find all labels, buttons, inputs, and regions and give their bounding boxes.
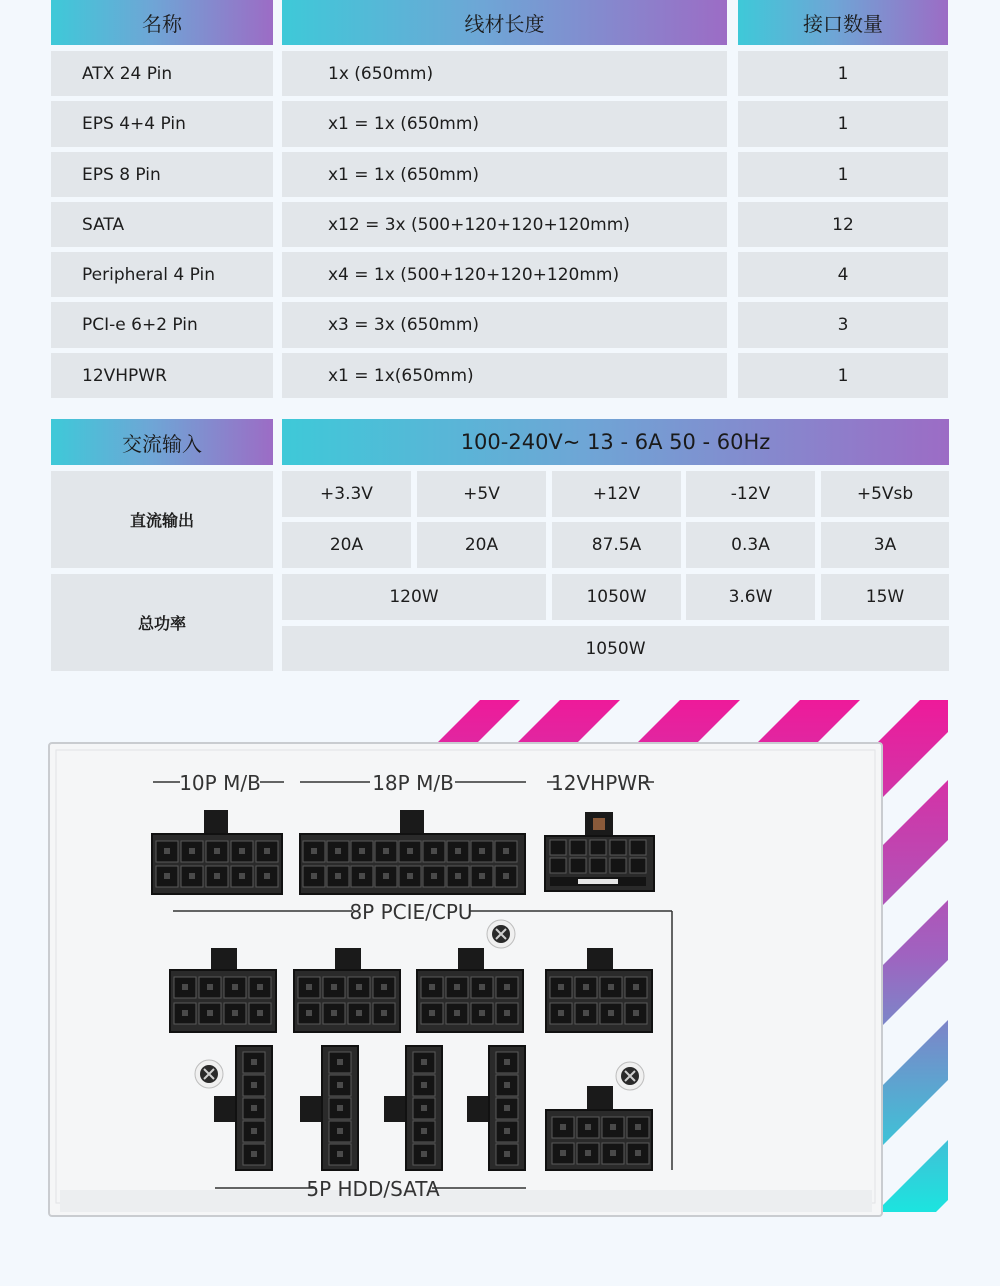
- table-row-name: EPS 4+4 Pin: [51, 101, 273, 147]
- table-row-length: x1 = 1x(650mm): [282, 353, 727, 398]
- rail-current: 20A: [282, 522, 411, 568]
- table-row-length: x4 = 1x (500+120+120+120mm): [282, 252, 727, 297]
- table-row-count: 1: [738, 51, 948, 96]
- table-row-count: 1: [738, 152, 948, 197]
- table-row-count: 3: [738, 302, 948, 348]
- rail-voltage: +5Vsb: [821, 471, 949, 517]
- table-row-length: x1 = 1x (650mm): [282, 152, 727, 197]
- ac-input-value-text: 100-240V~ 13 - 6A 50 - 60Hz: [460, 430, 771, 454]
- table-row-count: 12: [738, 202, 948, 247]
- table-row-name: 12VHPWR: [51, 353, 273, 398]
- label-12vhpwr: 12VHPWR: [551, 771, 651, 795]
- total-power-label: 总功率: [51, 574, 273, 671]
- table-row-length: x12 = 3x (500+120+120+120mm): [282, 202, 727, 247]
- table-row-name: Peripheral 4 Pin: [51, 252, 273, 297]
- table-row-length: x3 = 3x (650mm): [282, 302, 727, 348]
- rail-current: 20A: [417, 522, 546, 568]
- label-5p-hdd-sata: 5P HDD/SATA: [306, 1177, 440, 1201]
- table-row-length: x1 = 1x (650mm): [282, 101, 727, 147]
- rail-current: 0.3A: [686, 522, 815, 568]
- dc-output-label: 直流输出: [51, 471, 273, 568]
- rail-voltage: +5V: [417, 471, 546, 517]
- psu-panel-illustration: [0, 680, 1000, 1286]
- screw-icon: [487, 920, 515, 948]
- header-count-label: 接口数量: [803, 12, 883, 36]
- label-10p-mb: 10P M/B: [179, 771, 261, 795]
- ac-input-label: [51, 419, 273, 465]
- ac-input-value: [282, 419, 949, 465]
- rail-voltage: -12V: [686, 471, 815, 517]
- table-row-count: 1: [738, 101, 948, 147]
- header-length: [282, 0, 727, 45]
- table-row-name: ATX 24 Pin: [51, 51, 273, 96]
- header-count: [738, 0, 948, 45]
- table-row-length: 1x (650mm): [282, 51, 727, 96]
- table-row-count: 1: [738, 353, 948, 398]
- table-row-name: SATA: [51, 202, 273, 247]
- ac-input-label-text: 交流输入: [122, 431, 202, 456]
- label-18p-mb: 18P M/B: [372, 771, 454, 795]
- power-12v: 1050W: [552, 574, 681, 620]
- rail-voltage: +12V: [552, 471, 681, 517]
- header-length-label: 线材长度: [464, 12, 545, 36]
- rail-current: 3A: [821, 522, 949, 568]
- total-power-value: 1050W: [282, 626, 949, 671]
- table-row-count: 4: [738, 252, 948, 297]
- header-name-label: 名称: [142, 12, 182, 36]
- screw-icon: [195, 1060, 223, 1088]
- rail-current: 87.5A: [552, 522, 681, 568]
- screw-icon: [616, 1062, 644, 1090]
- header-name: [51, 0, 273, 45]
- rail-voltage: +3.3V: [282, 471, 411, 517]
- power-5vsb: 15W: [821, 574, 949, 620]
- label-8p-pcie-cpu: 8P PCIE/CPU: [349, 900, 473, 924]
- table-row-name: PCI-e 6+2 Pin: [51, 302, 273, 348]
- table-row-name: EPS 8 Pin: [51, 152, 273, 197]
- power-combined: 120W: [282, 574, 546, 620]
- power-minus12v: 3.6W: [686, 574, 815, 620]
